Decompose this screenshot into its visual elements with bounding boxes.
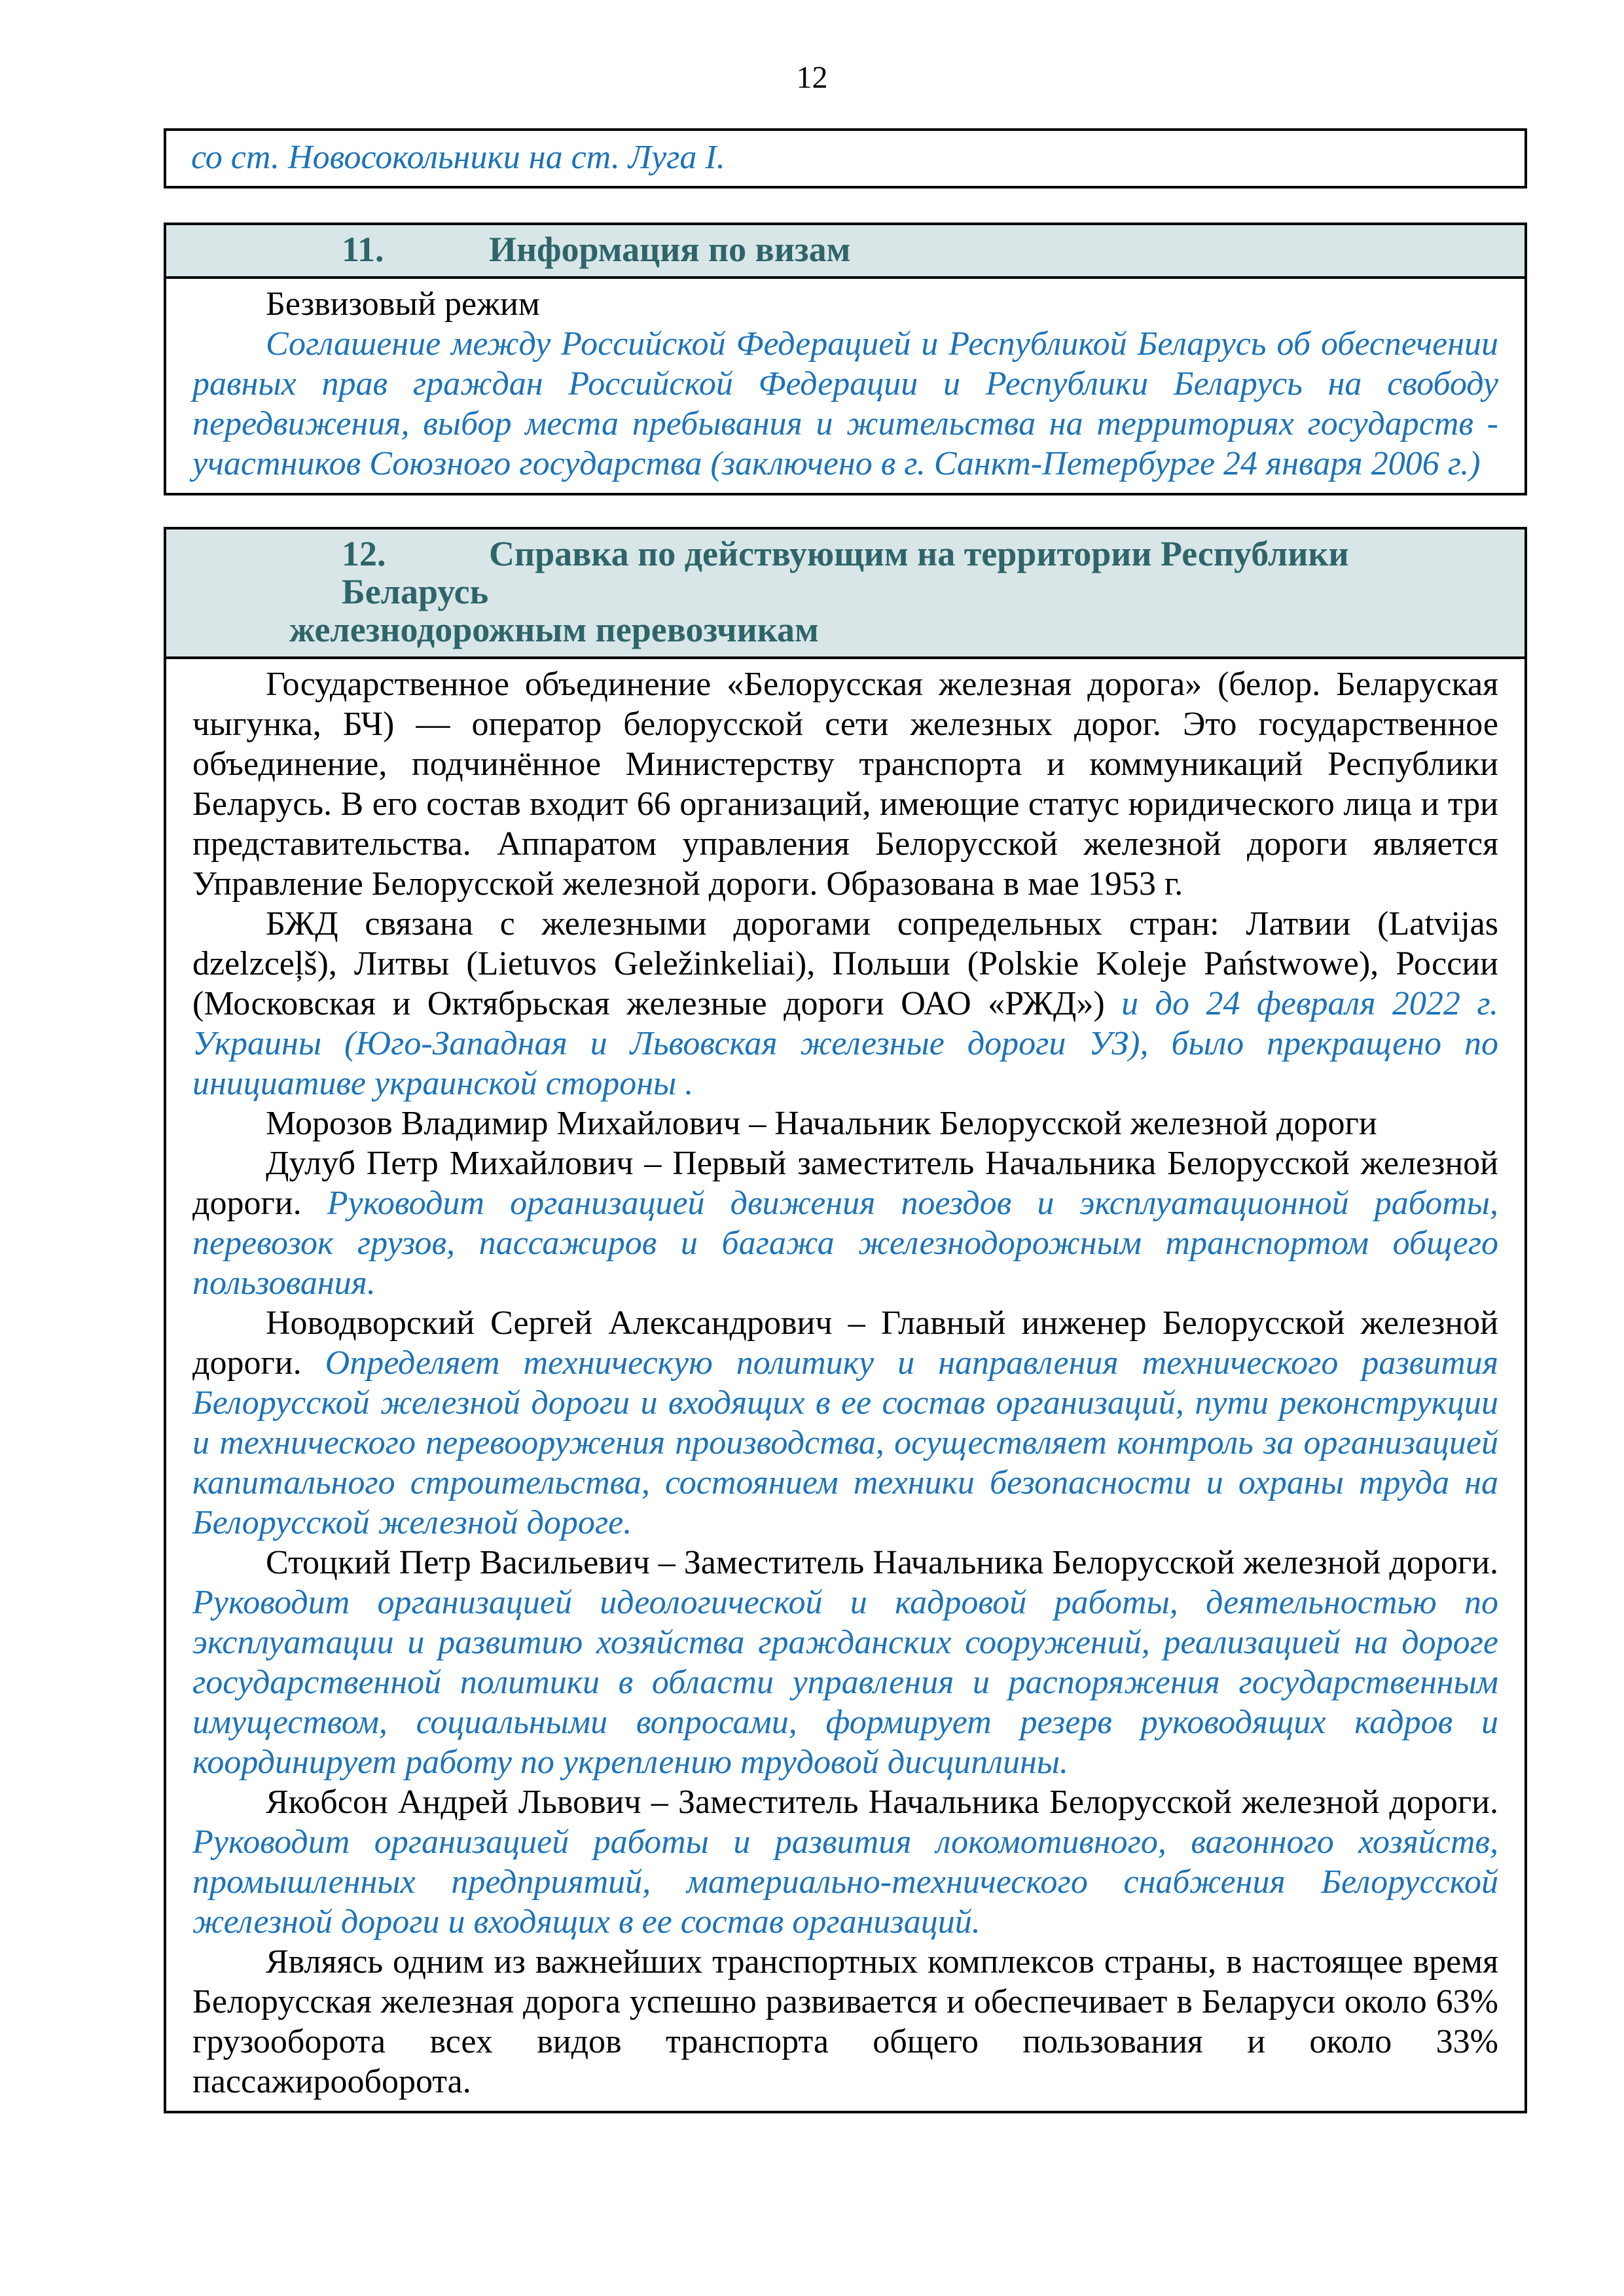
section-12-header-row-1 [191,535,1500,611]
section-12-title-line-2: железнодорожным перевозчикам [289,610,819,649]
paragraph: Якобсон Андрей Львович – Заместитель Начальника Белорусской железной дороги. Руководит организацией работы и развития локомотивного, вагонного хозяйств, промышленных предприятий, материально-технического снабжения Белорусской железной дороги и входящих в ее состав организаций. [192,1784,1498,1941]
paragraph: Государственное объединение «Белорусская железная дорога» (белор. Беларуская чыгунка, БЧ) — оператор белорусской сети железных дорог. Это государственное объединение, подчинённое Министерству транспорта и коммуникаций Республики Беларусь. В его состав входит 66 организаций, имеющие статус юридического лица и три представительства. Аппаратом управления Белорусской железной дороги является Управление Белорусской железной дороги. Образована в мае 1953 г. [192,666,1498,903]
content-area [164,128,1527,2113]
section-12-title-line-1: Справка по действующим на территории Республики Беларусь [342,534,1349,611]
paragraph: БЖД связана с железными дорогами сопредельных стран: Латвии (Latvijas dzelzceļš), Литвы (Lietuvos Geležinkeliai), Польши (Polskie Koleje Państwowe), России (Московская и Октябрьская железные дороги ОАО «РЖД») и до 24 февраля 2022 г. Украины (Юго-Западная и Львовская железные дороги УЗ), было прекращено по инициативе украинской стороны . [192,905,1498,1102]
paragraph: Соглашение между Российской Федерацией и Республикой Беларусь об обеспечении равных прав граждан Российской Федерации и Республики Беларусь на свободу передвижения, выбор места пребывания и жительства на территориях государств - участников Союзного государства (заключено в г. Санкт-Петербурге 24 января 2006 г.) [192,325,1498,482]
continuation-text-box [164,128,1527,188]
section-11-header-row [191,230,1500,268]
section-12-table [164,527,1527,2113]
paragraph: Дулуб Петр Михайлович – Первый заместитель Начальника Белорусской железной дороги. Руководит организацией движения поездов и эксплуатационной работы, перевозок грузов, пассажиров и багажа железнодорожным транспортом общего пользования. [192,1145,1498,1302]
section-11-body [166,279,1525,493]
section-12-header [166,529,1525,659]
section-12-number: 12. [342,534,386,573]
section-11-number: 11. [342,230,384,269]
page-number: 12 [796,60,828,95]
section-11-title: Информация по визам [489,230,851,269]
section-12-header-row-2 [191,611,1500,649]
paragraph: Морозов Владимир Михайлович – Начальник Белорусской железной дороги [266,1105,1377,1142]
paragraph: Стоцкий Петр Васильевич – Заместитель Начальника Белорусской железной дороги. Руководит организацией идеологической и кадровой работы, деятельностью по эксплуатации и развитию хозяйства гражданских сооружений, реализацией на дороге государственной политики в области управления и распоряжения государственным имуществом, социальными вопросами, формирует резерв руководящих кадров и координирует работу по укреплению трудовой дисциплины. [192,1544,1498,1781]
section-12-body [166,659,1525,2111]
section-11-table [164,223,1527,495]
continuation-text: со ст. Новосокольники на ст. Луга I. [191,139,725,176]
paragraph: Безвизовый режим [266,285,540,323]
paragraph: Новодворский Сергей Александрович – Главный инженер Белорусской железной дороги. Определяет техническую политику и направления технического развития Белорусской железной дороги и входящих в ее состав организаций, пути реконструкции и технического перевооружения производства, осуществляет контроль за организацией капитального строительства, состоянием техники безопасности и охраны труда на Белорусской железной дороге. [192,1304,1498,1541]
paragraph: Являясь одним из важнейших транспортных комплексов страны, в настоящее время Белорусская железная дорога успешно развивается и обеспечивает в Беларуси около 63% грузооборота всех видов транспорта общего пользования и около 33% пассажирооборота. [192,1943,1498,2100]
section-11-header [166,225,1525,279]
